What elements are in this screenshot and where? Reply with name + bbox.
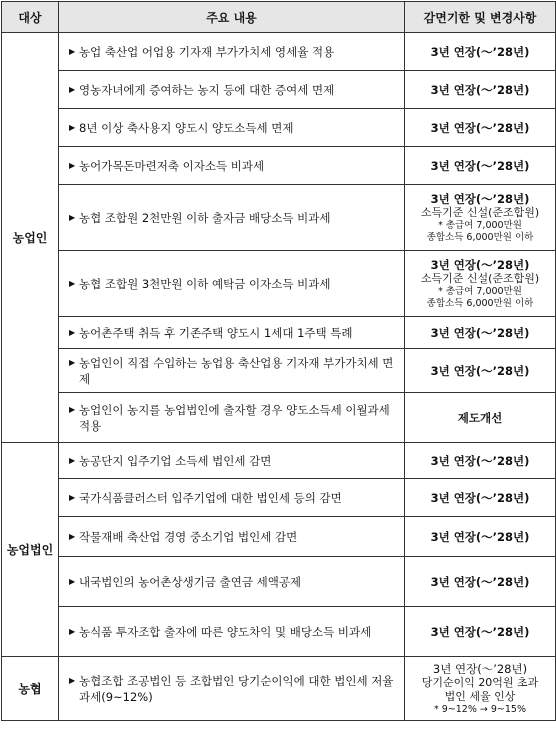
result-cell: 3년 연장(～’28년) [405, 607, 556, 657]
item-cell: ▶ 내국법인의 농어촌상생기금 출연금 세액공제 [59, 557, 405, 607]
item-cell: ▶ 농업 축산업 어업용 기자재 부가가치세 영세율 적용 [59, 33, 405, 71]
table-row [2, 657, 556, 721]
result-cell: 제도개선 [405, 393, 556, 443]
header-deadline: 감면기한 및 변경사항 [405, 2, 556, 33]
bullet-icon: ▶ [69, 327, 76, 337]
table-row [2, 33, 556, 71]
bullet-icon: ▶ [69, 357, 76, 367]
bullet-icon: ▶ [69, 531, 76, 541]
item-cell: ▶ 농업인이 농지를 농업법인에 출자할 경우 양도소득세 이월과세 적용 [59, 393, 405, 443]
bullet-icon: ▶ [69, 84, 76, 94]
result-cell: 3년 연장(～’28년) 당기순이익 20억원 초과 법인 세율 인상 * 9~12% → 9~15% [405, 657, 556, 721]
item-cell: ▶ 국가식품클러스터 입주기업에 대한 법인세 등의 감면 [59, 479, 405, 517]
bullet-icon: ▶ [69, 455, 76, 465]
tax-table [1, 1, 556, 721]
table-row [2, 607, 556, 657]
bullet-icon: ▶ [69, 675, 76, 685]
bullet-icon: ▶ [69, 404, 76, 414]
item-cell: ▶ 농식품 투자조합 출자에 따른 양도차익 및 배당소득 비과세 [59, 607, 405, 657]
result-cell: 3년 연장(～’28년) 소득기준 신설(준조합원) * 총급여 7,000만원 종합소득 6,000만원 이하 [405, 251, 556, 317]
item-cell: ▶ 농업인이 직접 수입하는 농업용 축산업용 기자재 부가가치세 면제 [59, 349, 405, 393]
result-cell: 3년 연장(～’28년) [405, 557, 556, 607]
table-row [2, 185, 556, 251]
result-cell: 3년 연장(～’28년) [405, 479, 556, 517]
bullet-icon: ▶ [69, 160, 76, 170]
result-cell: 3년 연장(～’28년) [405, 147, 556, 185]
header-row [2, 2, 556, 33]
table-row [2, 147, 556, 185]
result-cell: 3년 연장(～’28년) [405, 317, 556, 349]
item-cell: ▶ 농협조합 조공법인 등 조합법인 당기순이익에 대한 법인세 저율과세(9~12%) [59, 657, 405, 721]
header-target: 대상 [2, 2, 59, 33]
header-content: 주요 내용 [59, 2, 405, 33]
table-row [2, 71, 556, 109]
table-row [2, 109, 556, 147]
table-row [2, 251, 556, 317]
item-cell: ▶ 농협 조합원 3천만원 이하 예탁금 이자소득 비과세 [59, 251, 405, 317]
result-cell: 3년 연장(～’28년) [405, 517, 556, 557]
table-row [2, 557, 556, 607]
result-cell: 3년 연장(～’28년) [405, 33, 556, 71]
table-row [2, 479, 556, 517]
item-cell: ▶ 농어촌주택 취득 후 기존주택 양도시 1세대 1주택 특례 [59, 317, 405, 349]
bullet-icon: ▶ [69, 46, 76, 56]
item-cell: ▶ 농공단지 입주기업 소득세 법인세 감면 [59, 443, 405, 479]
table-row [2, 443, 556, 479]
result-cell: 3년 연장(～’28년) [405, 443, 556, 479]
bullet-icon: ▶ [69, 492, 76, 502]
item-cell: ▶ 영농자녀에게 증여하는 농지 등에 대한 증여세 면제 [59, 71, 405, 109]
bullet-icon: ▶ [69, 122, 76, 132]
table-row [2, 393, 556, 443]
bullet-icon: ▶ [69, 278, 76, 288]
item-cell: ▶ 작물재배 축산업 경영 중소기업 법인세 감면 [59, 517, 405, 557]
bullet-icon: ▶ [69, 576, 76, 586]
category-farmer: 농업인 [2, 33, 59, 443]
item-cell: ▶ 8년 이상 축사용지 양도시 양도소득세 면제 [59, 109, 405, 147]
result-cell: 3년 연장(～’28년) 소득기준 신설(준조합원) * 총급여 7,000만원 종합소득 6,000만원 이하 [405, 185, 556, 251]
item-cell: ▶ 농어가목돈마련저축 이자소득 비과세 [59, 147, 405, 185]
result-cell: 3년 연장(～’28년) [405, 349, 556, 393]
category-nonghyup: 농협 [2, 657, 59, 721]
table-row [2, 517, 556, 557]
result-cell: 3년 연장(～’28년) [405, 109, 556, 147]
bullet-icon: ▶ [69, 626, 76, 636]
result-cell: 3년 연장(～’28년) [405, 71, 556, 109]
table-row [2, 349, 556, 393]
category-agri-corp: 농업법인 [2, 443, 59, 657]
bullet-icon: ▶ [69, 212, 76, 222]
item-cell: ▶ 농협 조합원 2천만원 이하 출자금 배당소득 비과세 [59, 185, 405, 251]
table-row [2, 317, 556, 349]
